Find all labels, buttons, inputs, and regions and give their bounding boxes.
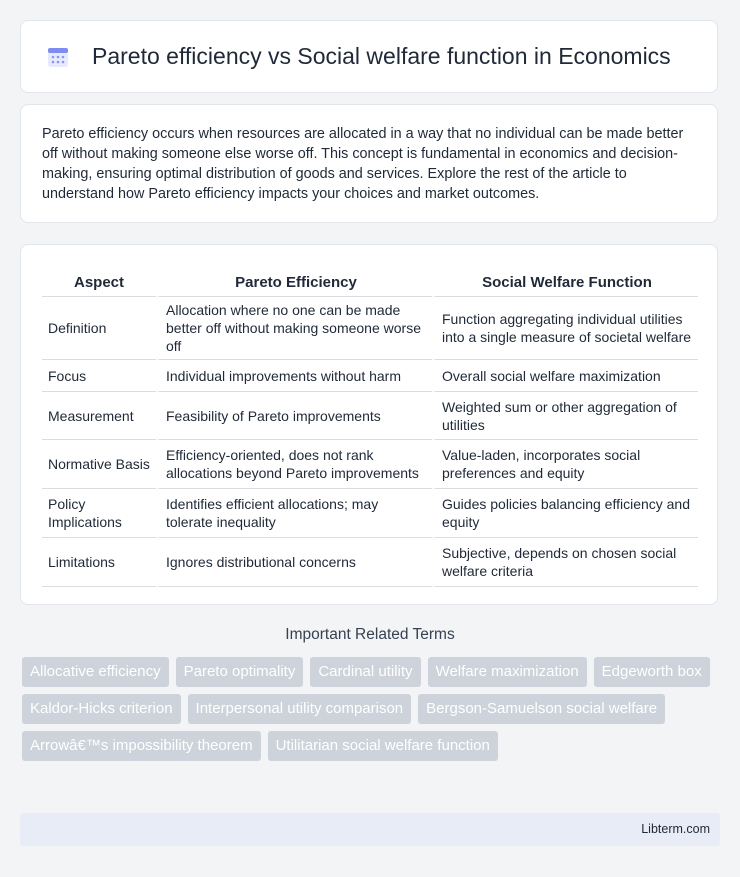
related-term-tag[interactable]: Pareto optimality bbox=[176, 657, 304, 687]
table-cell-aspect: Measurement bbox=[42, 392, 156, 440]
related-term-tag[interactable]: Bergson-Samuelson social welfare bbox=[418, 694, 665, 724]
table-cell-pareto: Allocation where no one can be made better off without making someone worse off bbox=[156, 297, 432, 360]
comparison-table bbox=[42, 264, 698, 587]
related-term-tag[interactable]: Edgeworth box bbox=[594, 657, 710, 687]
table-cell-swf: Value-laden, incorporates social preferences and equity bbox=[432, 440, 698, 489]
comparison-card bbox=[20, 244, 718, 605]
table-cell-aspect: Policy Implications bbox=[42, 489, 156, 538]
calendar-icon bbox=[46, 45, 70, 69]
table-cell-aspect: Normative Basis bbox=[42, 440, 156, 489]
table-cell-swf: Overall social welfare maximization bbox=[432, 360, 698, 392]
table-row bbox=[42, 392, 698, 440]
table-cell-swf: Guides policies balancing efficiency and equity bbox=[432, 489, 698, 538]
related-term-tag[interactable]: Allocative efficiency bbox=[22, 657, 169, 687]
intro-card bbox=[20, 104, 718, 223]
related-term-tag[interactable]: Cardinal utility bbox=[310, 657, 420, 687]
title-card bbox=[20, 20, 718, 93]
table-cell-pareto: Identifies efficient allocations; may tolerate inequality bbox=[156, 489, 432, 538]
column-header-aspect: Aspect bbox=[42, 264, 156, 297]
related-term-tag[interactable]: Utilitarian social welfare function bbox=[268, 731, 498, 761]
table-cell-swf: Weighted sum or other aggregation of utilities bbox=[432, 392, 698, 440]
intro-paragraph: Pareto efficiency occurs when resources are allocated in a way that no individual can be made better off without making someone else worse off. This concept is fundamental in economics and decision-making, ensuring optimal distribution of goods and services. Explore the rest of the article to understand how Pareto efficiency impacts your choices and market outcomes. bbox=[42, 126, 684, 202]
column-header-pareto: Pareto Efficiency bbox=[156, 264, 432, 297]
table-row bbox=[42, 489, 698, 538]
table-cell-aspect: Definition bbox=[42, 297, 156, 360]
table-cell-pareto: Individual improvements without harm bbox=[156, 360, 432, 392]
table-cell-swf: Function aggregating individual utilities into a single measure of societal welfare bbox=[432, 297, 698, 360]
table-row bbox=[42, 538, 698, 587]
table-cell-aspect: Limitations bbox=[42, 538, 156, 587]
related-term-tag[interactable]: Kaldor-Hicks criterion bbox=[22, 694, 181, 724]
table-cell-aspect: Focus bbox=[42, 360, 156, 392]
column-header-swf: Social Welfare Function bbox=[432, 264, 698, 297]
related-terms-list bbox=[22, 657, 722, 761]
table-cell-pareto: Feasibility of Pareto improvements bbox=[156, 392, 432, 440]
footer-site-link[interactable]: Libterm.com bbox=[641, 822, 710, 836]
table-cell-pareto: Ignores distributional concerns bbox=[156, 538, 432, 587]
table-row bbox=[42, 440, 698, 489]
table-header-row bbox=[42, 264, 698, 297]
table-cell-swf: Subjective, depends on chosen social welfare criteria bbox=[432, 538, 698, 587]
related-term-tag[interactable]: Welfare maximization bbox=[428, 657, 587, 687]
page-title: Pareto efficiency vs Social welfare function in Economics bbox=[92, 43, 671, 69]
table-row bbox=[42, 297, 698, 360]
footer bbox=[20, 813, 720, 846]
table-cell-pareto: Efficiency-oriented, does not rank allocations beyond Pareto improvements bbox=[156, 440, 432, 489]
related-term-tag[interactable]: Interpersonal utility comparison bbox=[188, 694, 412, 724]
related-terms-heading: Important Related Terms bbox=[285, 626, 455, 643]
related-term-tag[interactable]: Arrowâ€™s impossibility theorem bbox=[22, 731, 261, 761]
table-row bbox=[42, 360, 698, 392]
